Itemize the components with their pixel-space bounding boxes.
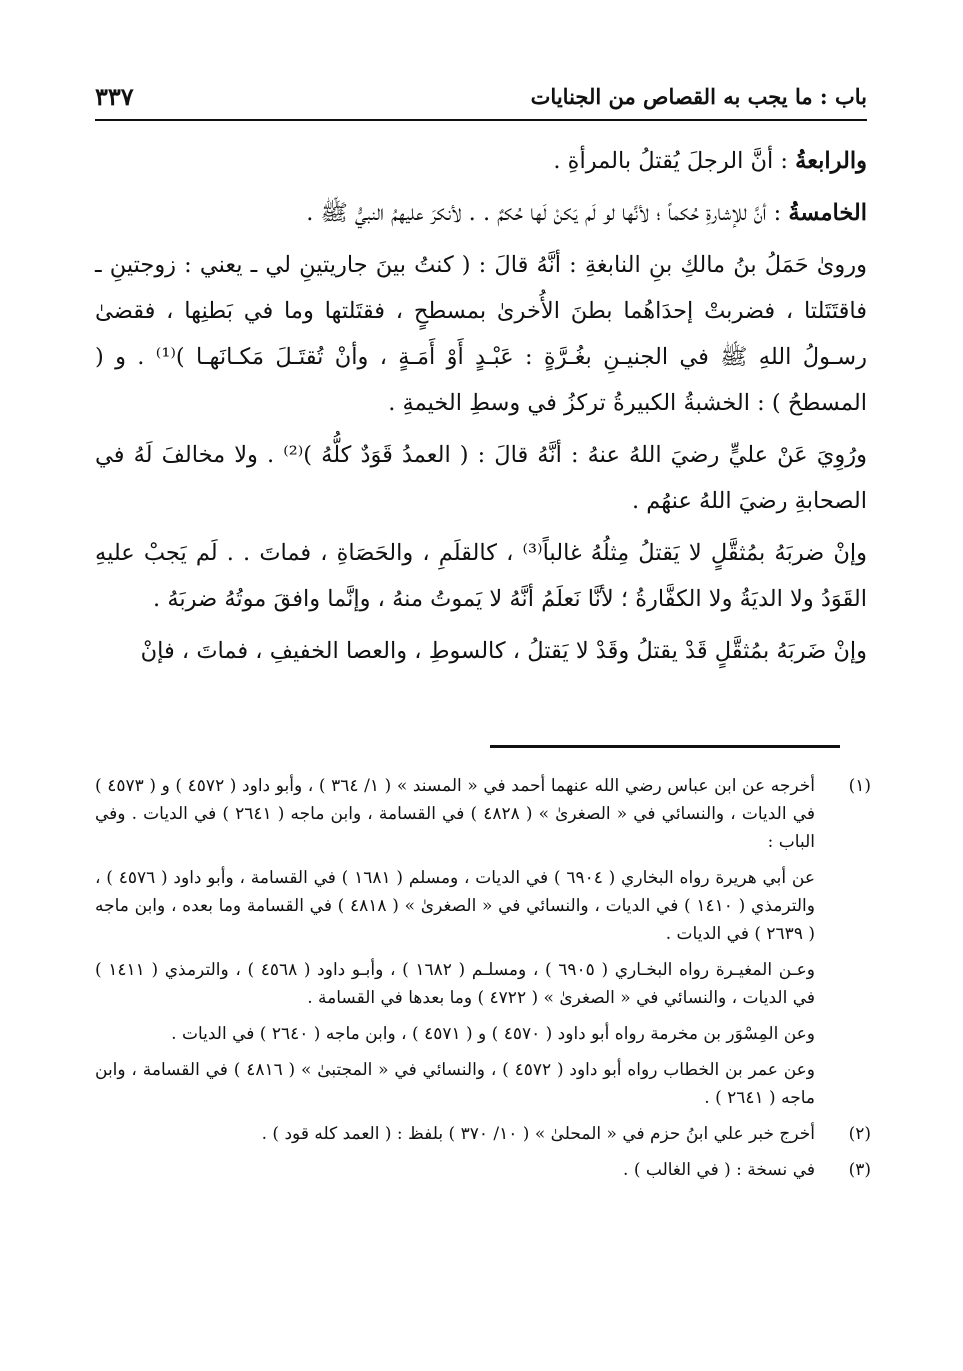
paragraph-hamal-narration: وروىٰ حَمَلُ بنُ مالكِ بنِ النابغةِ : أنَّهُ قالَ : ( كنتُ بينَ جاريتينِ لي ـ يعني : زوجتينِ ـ فاقتَتَلتا ، فضربتْ إحدَاهُما بطنَ الأُخرىٰ بمسطحٍ ، فقتَلتها وما في بَطنِها ، فقضىٰ رسـولُ اللهِ ﷺ في الجنيـنِ بغُـرَّةٍ : عَبْـدٍ أَوْ أَمَـةٍ ، وأنْ تُقتَـلَ مَكـانَهـا )⁽¹⁾ . و ( المسطحُ ) : الخشبةُ الكبيرةُ تركزُ في وسطِ الخيمةِ . <box>95 252 868 416</box>
paragraph-text: : أنَّ للإشارةِ حُكماً ؛ لأنَّها لو لَم يَكنْ لَها حُكمٌ . . لأنكرَ عليهمُ النبيُّ ﷺ . <box>306 200 789 226</box>
footnote-3 <box>95 1156 871 1184</box>
footnote-text: عن أبي هريرة رواه البخاري ( ٦٩٠٤ ) في الديات ، ومسلم ( ١٦٨١ ) في القسامة ، وأبو داود ( ٤٥٧٦ ) ، والترمذي ( ١٤١٠ ) في الديات ، والنسائي في « الصغرىٰ » ( ٤٨١٨ ) في القسامة وما بعده ، وابن ماجه ( ٢٦٣٩ ) في الديات . <box>95 868 815 944</box>
paragraph-medium-blunt-weapon: وإنْ ضَربَهُ بمُثقَّلٍ قَدْ يقتلُ وقَدْ لا يَقتلُ ، كالسوطِ ، والعصا الخفيفِ ، فماتَ ، فإنْ <box>140 638 867 664</box>
paragraph-lead: والرابعةُ <box>795 148 867 174</box>
footnote-text: أخرجه عن ابن عباس رضي الله عنهما أحمد في « المسند » ( ١/ ٣٦٤ ) ، وأبو داود ( ٤٥٧٢ ) و ( ٤٥٧٣ ) في الديات ، والنسائي في « الصغرىٰ » ( ٤٨٢٨ ) في القسامة ، وابن ماجه ( ٢٦٤١ ) في الديات . وفي الباب : <box>95 776 815 852</box>
paragraph-light-blunt-weapon: وإنْ ضربَهُ بمُثقَّلٍ لا يَقتلُ مِثلُهُ غالباً⁽³⁾ ، كالقلَمِ ، والحَصَاةِ ، فماتَ . . لَم يَجبْ عليهِ القَوَدُ ولا الديَةُ ولا الكفَّارةُ ؛ لأنَّا نَعلَمُ أنَّهُ لا يَموتُ منهُ ، وإنَّما وافقَ موتُهُ ضربَهُ . <box>95 540 868 612</box>
main-text <box>95 138 867 680</box>
paragraph-fourth <box>95 138 867 184</box>
footnote-text: وعن عمر بن الخطاب رواه أبو داود ( ٤٥٧٢ ) ، والنسائي في « المجتبىٰ » ( ٤٨١٦ ) في القسامة ، وابن ماجه ( ٢٦٤١ ) . <box>95 1060 816 1108</box>
footnote-number: (٣) <box>848 1160 871 1180</box>
paragraph-lead: الخامسةُ <box>788 200 867 226</box>
footnote-number: (٢) <box>848 1124 871 1144</box>
paragraph-text: : أنَّ الرجلَ يُقتلُ بالمرأةِ . <box>553 148 796 174</box>
page-header <box>95 78 867 118</box>
footnote-text: في نسخة : ( في الغالب ) . <box>623 1160 815 1180</box>
footnote-1 <box>95 772 871 1112</box>
footnotes <box>95 772 871 1192</box>
footnote-text: وعن المِسْوَر بن مخرمة رواه أبو داود ( ٤٥٧٠ ) و ( ٤٥٧١ ) ، وابن ماجه ( ٢٦٤٠ ) في الديات . <box>171 1024 815 1044</box>
footnote-number: (١) <box>848 776 871 796</box>
paragraph-fifth <box>95 190 867 236</box>
page-number: ٣٣٧ <box>95 82 134 111</box>
footnote-text: أخرج خبر علي ابنُ حزم في « المحلىٰ » ( ١٠/ ٣٧٠ ) بلفظ : ( العمد كله قود ) . <box>261 1124 815 1144</box>
footnote-divider <box>490 745 840 748</box>
footnote-text: وعـن المغيـرة رواه البخـاري ( ٦٩٠٥ ) ، ومسلـم ( ١٦٨٢ ) ، وأبـو داود ( ٤٥٦٨ ) ، والترمذي ( ١٤١١ ) في الديات ، والنسائي في « الصغرىٰ » ( ٤٧٢٢ ) وما بعدها في القسامة . <box>95 960 815 1008</box>
paragraph-ali-narration: ورُوِيَ عَنْ عليٍّ رضيَ اللهُ عنهُ : أنَّهُ قالَ : ( العمدُ قَوَدٌ كلُّهُ )⁽²⁾ . ولا مخالفَ لَهُ في الصحابةِ رضيَ اللهُ عنهُم . <box>95 442 867 514</box>
header-divider <box>95 119 867 121</box>
footnote-2 <box>95 1120 871 1148</box>
chapter-title: باب : ما يجب به القصاص من الجنايات <box>530 84 867 109</box>
